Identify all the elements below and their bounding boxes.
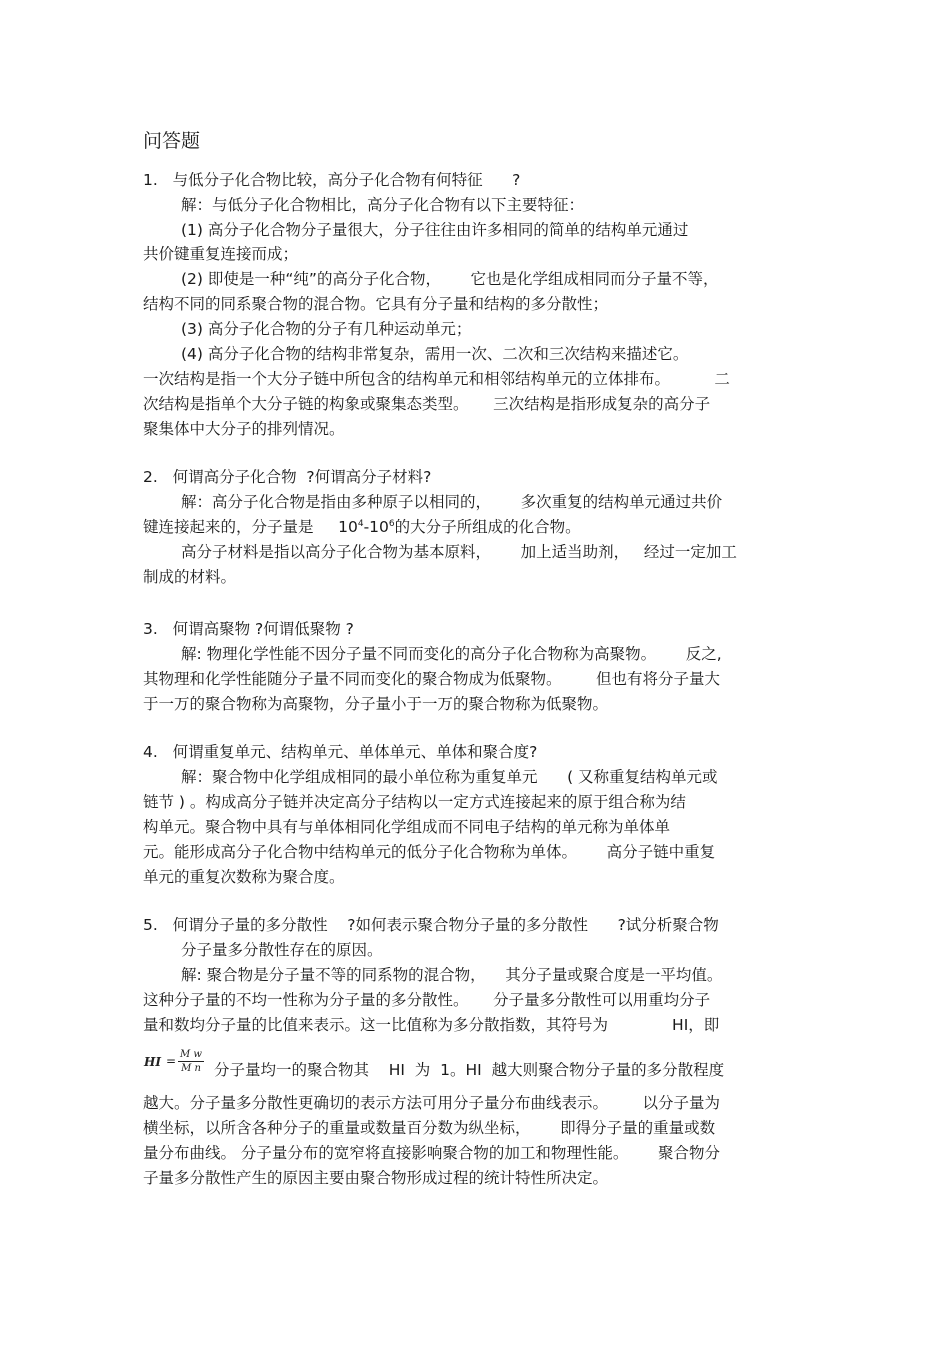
question-2: 2. 何谓高分子化合物 ?何谓高分子材料? bbox=[143, 468, 432, 486]
question-4: 4. 何谓重复单元、结构单元、单体单元、单体和聚合度? bbox=[143, 743, 538, 761]
q2-text-segment: 键连接起来的，分子量是 10 bbox=[143, 518, 358, 536]
q1-answer-line: (1) 高分子化合物分子量很大，分子往往由许多相同的简单的结构单元通过 bbox=[181, 221, 689, 239]
fraction-bar bbox=[178, 1061, 204, 1062]
formula-equals: = bbox=[166, 1054, 177, 1068]
q2-answer-line: 解：高分子化合物是指由多种原子以相同的， 多次重复的结构单元通过共价 bbox=[181, 493, 723, 511]
q4-answer-line: 单元的重复次数称为聚合度。 bbox=[143, 868, 345, 886]
q2-answer-line: 高分子材料是指以高分子化合物为基本原料， 加上适当助剂， 经过一定加工 bbox=[181, 543, 737, 561]
formula-fraction bbox=[176, 1049, 206, 1074]
formula-denominator: M n bbox=[181, 1063, 201, 1074]
formula-lhs: HI bbox=[144, 1055, 161, 1069]
question-3: 3. 何谓高聚物 ?何谓低聚物 ? bbox=[143, 620, 354, 638]
q1-answer-line: 聚集体中大分子的排列情况。 bbox=[143, 420, 345, 438]
q5-answer-line: 解: 聚合物是分子量不等的同系物的混合物， 其分子量或聚合度是一平均值。 bbox=[181, 966, 723, 984]
q5-answer-line: 分子量均一的聚合物其 HI 为 1。HI 越大则聚合物分子量的多分散程度 bbox=[214, 1061, 725, 1079]
formula-numerator: M w bbox=[180, 1049, 202, 1060]
q5-answer-line: 这种分子量的不均一性称为分子量的多分散性。 分子量多分散性可以用重均分子 bbox=[143, 991, 711, 1009]
q2-answer-line: 制成的材料。 bbox=[143, 568, 237, 586]
exponent: 6 bbox=[388, 519, 395, 529]
q3-answer-line: 其物理和化学性能随分子量不同而变化的聚合物成为低聚物。 但也有将分子量大 bbox=[143, 670, 720, 688]
q2-text-segment: -10 bbox=[363, 518, 389, 536]
q4-answer-line: 解：聚合物中化学组成相同的最小单位称为重复单元 ( 又称重复结构单元或 bbox=[181, 768, 718, 786]
q5-answer-line: 量和数均分子量的比值来表示。这一比值称为多分散指数，其符号为 HI，即 bbox=[143, 1016, 720, 1034]
q1-answer-line: 共价键重复连接而成； bbox=[143, 245, 299, 263]
polydispersity-formula bbox=[144, 1049, 210, 1075]
q5-answer-line: 量分布曲线。 分子量分布的宽窄将直接影响聚合物的加工和物理性能。 聚合物分 bbox=[143, 1144, 720, 1162]
q4-answer-line: 构单元。聚合物中具有与单体相同化学组成而不同电子结构的单元称为单体单 bbox=[143, 818, 671, 836]
q5-answer-line: 子量多分散性产生的原因主要由聚合物形成过程的统计特性所决定。 bbox=[143, 1169, 609, 1187]
q1-answer-line: 一次结构是指一个大分子链中所包含的结构单元和相邻结构单元的立体排布。 二 bbox=[143, 370, 730, 388]
q1-answer-line: 解：与低分子化合物相比，高分子化合物有以下主要特征： bbox=[181, 196, 585, 214]
q1-answer-line: (4) 高分子化合物的结构非常复杂，需用一次、二次和三次结构来描述它。 bbox=[181, 345, 689, 363]
exponent: 4 bbox=[357, 519, 364, 529]
page-title: 问答题 bbox=[143, 130, 201, 152]
q1-answer-line: (3) 高分子化合物的分子有几种运动单元； bbox=[181, 320, 472, 338]
q4-answer-line: 链节 ) 。构成高分子链并决定高分子结构以一定方式连接起来的原于组合称为结 bbox=[143, 793, 686, 811]
q1-answer-line: (2) 即使是一种“纯”的高分子化合物， 它也是化学组成相同而分子量不等， bbox=[181, 270, 719, 288]
question-5-continued: 分子量多分散性存在的原因。 bbox=[181, 941, 383, 959]
q2-text-segment: 的大分子所组成的化合物。 bbox=[394, 518, 581, 536]
q4-answer-line: 元。能形成高分子化合物中结构单元的低分子化合物称为单体。 高分子链中重复 bbox=[143, 843, 716, 861]
question-1: 1. 与低分子化合物比较，高分子化合物有何特征 ? bbox=[143, 171, 521, 189]
q5-answer-line: 越大。分子量多分散性更确切的表示方法可用分子量分布曲线表示。 以分子量为 bbox=[143, 1094, 720, 1112]
q3-answer-line: 于一万的聚合物称为高聚物，分子量小于一万的聚合物称为低聚物。 bbox=[143, 695, 609, 713]
q3-answer-line: 解: 物理化学性能不因分子量不同而变化的高分子化合物称为高聚物。 反之, bbox=[181, 645, 722, 663]
q1-answer-line: 次结构是指单个大分子链的构象或聚集态类型。 三次结构是指形成复杂的高分子 bbox=[143, 395, 711, 413]
q1-answer-line: 结构不同的同系聚合物的混合物。它具有分子量和结构的多分散性； bbox=[143, 295, 609, 313]
q5-answer-line: 横坐标，以所含各种分子的重量或数量百分数为纵坐标， 即得分子量的重量或数 bbox=[143, 1119, 716, 1137]
question-5: 5. 何谓分子量的多分散性 ?如何表示聚合物分子量的多分散性 ?试分析聚合物 bbox=[143, 916, 719, 934]
q2-answer-line bbox=[143, 517, 581, 537]
